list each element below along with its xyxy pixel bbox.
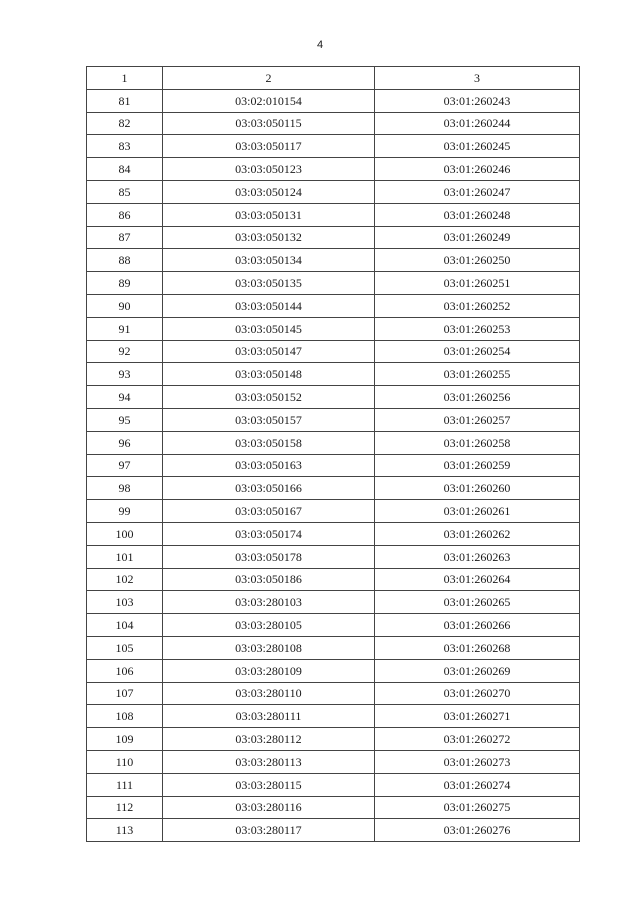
table-cell: 03:01:260244 — [375, 112, 580, 135]
table-cell: 03:03:280109 — [163, 659, 375, 682]
table-cell: 03:03:280103 — [163, 591, 375, 614]
table-row — [87, 408, 580, 431]
table-cell: 03:03:280116 — [163, 796, 375, 819]
table-cell: 103 — [87, 591, 163, 614]
table-row — [87, 386, 580, 409]
table-row — [87, 454, 580, 477]
table-cell: 03:03:050132 — [163, 226, 375, 249]
table-row — [87, 158, 580, 181]
table-cell: 03:03:050124 — [163, 180, 375, 203]
table-cell: 03:03:050145 — [163, 317, 375, 340]
table-cell: 03:03:050167 — [163, 500, 375, 523]
table-row — [87, 728, 580, 751]
table-row — [87, 112, 580, 135]
table-cell: 03:03:280110 — [163, 682, 375, 705]
table-row — [87, 226, 580, 249]
table-cell: 03:01:260270 — [375, 682, 580, 705]
table-row — [87, 294, 580, 317]
table-cell: 85 — [87, 180, 163, 203]
table-cell: 113 — [87, 819, 163, 842]
table-row — [87, 614, 580, 637]
table-cell: 03:03:280115 — [163, 773, 375, 796]
table-cell: 96 — [87, 431, 163, 454]
table-cell: 03:03:050163 — [163, 454, 375, 477]
table-header-row — [87, 67, 580, 90]
table-cell: 03:03:280105 — [163, 614, 375, 637]
table-cell: 104 — [87, 614, 163, 637]
table-cell: 03:03:050178 — [163, 545, 375, 568]
table-cell: 03:01:260249 — [375, 226, 580, 249]
table-cell: 83 — [87, 135, 163, 158]
table-cell: 03:01:260276 — [375, 819, 580, 842]
table-cell: 03:03:050115 — [163, 112, 375, 135]
table-row — [87, 272, 580, 295]
table-cell: 102 — [87, 568, 163, 591]
table-cell: 03:03:050144 — [163, 294, 375, 317]
table-cell: 03:01:260256 — [375, 386, 580, 409]
table-cell: 98 — [87, 477, 163, 500]
table-row — [87, 591, 580, 614]
table-cell: 91 — [87, 317, 163, 340]
table-cell: 03:01:260250 — [375, 249, 580, 272]
table-cell: 03:03:050134 — [163, 249, 375, 272]
table-row — [87, 363, 580, 386]
table-cell: 03:03:050148 — [163, 363, 375, 386]
table-cell: 94 — [87, 386, 163, 409]
table-cell: 105 — [87, 636, 163, 659]
table-cell: 101 — [87, 545, 163, 568]
column-header: 2 — [163, 67, 375, 90]
table-cell: 110 — [87, 750, 163, 773]
table-row — [87, 431, 580, 454]
table-cell: 03:03:050123 — [163, 158, 375, 181]
table-cell: 03:01:260269 — [375, 659, 580, 682]
table-cell: 03:01:260257 — [375, 408, 580, 431]
table-row — [87, 180, 580, 203]
table-row — [87, 477, 580, 500]
table-row — [87, 773, 580, 796]
table-cell: 03:01:260260 — [375, 477, 580, 500]
table-cell: 03:03:050131 — [163, 203, 375, 226]
table-cell: 99 — [87, 500, 163, 523]
table-cell: 106 — [87, 659, 163, 682]
table-cell: 82 — [87, 112, 163, 135]
table-cell: 03:01:260264 — [375, 568, 580, 591]
table-cell: 03:01:260255 — [375, 363, 580, 386]
page-number: 4 — [316, 39, 324, 51]
table-cell: 03:01:260246 — [375, 158, 580, 181]
table-cell: 03:01:260251 — [375, 272, 580, 295]
table-cell: 109 — [87, 728, 163, 751]
table-cell: 03:03:050157 — [163, 408, 375, 431]
table-cell: 81 — [87, 89, 163, 112]
table-cell: 03:01:260245 — [375, 135, 580, 158]
table-cell: 90 — [87, 294, 163, 317]
table-cell: 108 — [87, 705, 163, 728]
column-header: 1 — [87, 67, 163, 90]
table-row — [87, 659, 580, 682]
table-row — [87, 340, 580, 363]
table-cell: 03:01:260274 — [375, 773, 580, 796]
table-cell: 87 — [87, 226, 163, 249]
table-cell: 03:02:010154 — [163, 89, 375, 112]
table-cell: 93 — [87, 363, 163, 386]
table-cell: 03:03:050152 — [163, 386, 375, 409]
table-cell: 03:03:280112 — [163, 728, 375, 751]
table-cell: 03:03:280113 — [163, 750, 375, 773]
table-row — [87, 819, 580, 842]
table-cell: 03:03:050147 — [163, 340, 375, 363]
table-cell: 03:01:260271 — [375, 705, 580, 728]
table-cell: 97 — [87, 454, 163, 477]
table-cell: 03:01:260272 — [375, 728, 580, 751]
table-row — [87, 796, 580, 819]
table-cell: 03:01:260252 — [375, 294, 580, 317]
table-cell: 88 — [87, 249, 163, 272]
table-row — [87, 750, 580, 773]
table-cell: 03:01:260243 — [375, 89, 580, 112]
table-cell: 03:01:260263 — [375, 545, 580, 568]
table-row — [87, 249, 580, 272]
table-cell: 03:03:050166 — [163, 477, 375, 500]
table-cell: 03:01:260254 — [375, 340, 580, 363]
table-cell: 84 — [87, 158, 163, 181]
table-row — [87, 317, 580, 340]
table-cell: 107 — [87, 682, 163, 705]
table-cell: 111 — [87, 773, 163, 796]
data-table — [86, 66, 580, 842]
table-row — [87, 135, 580, 158]
table-body — [87, 89, 580, 841]
table-row — [87, 568, 580, 591]
table-cell: 03:01:260275 — [375, 796, 580, 819]
table-cell: 03:03:050117 — [163, 135, 375, 158]
table-row — [87, 705, 580, 728]
column-header: 3 — [375, 67, 580, 90]
table-row — [87, 636, 580, 659]
table-cell: 100 — [87, 522, 163, 545]
table-cell: 03:01:260261 — [375, 500, 580, 523]
table-cell: 03:01:260259 — [375, 454, 580, 477]
table-cell: 03:03:050158 — [163, 431, 375, 454]
table-cell: 03:03:280111 — [163, 705, 375, 728]
table-cell: 03:01:260268 — [375, 636, 580, 659]
table-cell: 89 — [87, 272, 163, 295]
table-row — [87, 682, 580, 705]
table-cell: 92 — [87, 340, 163, 363]
table-row — [87, 545, 580, 568]
table-row — [87, 89, 580, 112]
table-cell: 03:01:260247 — [375, 180, 580, 203]
table-cell: 03:01:260258 — [375, 431, 580, 454]
table-cell: 03:01:260265 — [375, 591, 580, 614]
table-cell: 112 — [87, 796, 163, 819]
table-cell: 03:01:260253 — [375, 317, 580, 340]
table-cell: 86 — [87, 203, 163, 226]
table-row — [87, 500, 580, 523]
table-cell: 03:01:260273 — [375, 750, 580, 773]
table-cell: 03:03:280108 — [163, 636, 375, 659]
table-cell: 03:03:050186 — [163, 568, 375, 591]
table-cell: 03:03:280117 — [163, 819, 375, 842]
table-cell: 03:01:260248 — [375, 203, 580, 226]
table-cell: 03:01:260262 — [375, 522, 580, 545]
table-row — [87, 522, 580, 545]
table-cell: 03:03:050135 — [163, 272, 375, 295]
table-row — [87, 203, 580, 226]
table-cell: 95 — [87, 408, 163, 431]
table-cell: 03:03:050174 — [163, 522, 375, 545]
table-cell: 03:01:260266 — [375, 614, 580, 637]
